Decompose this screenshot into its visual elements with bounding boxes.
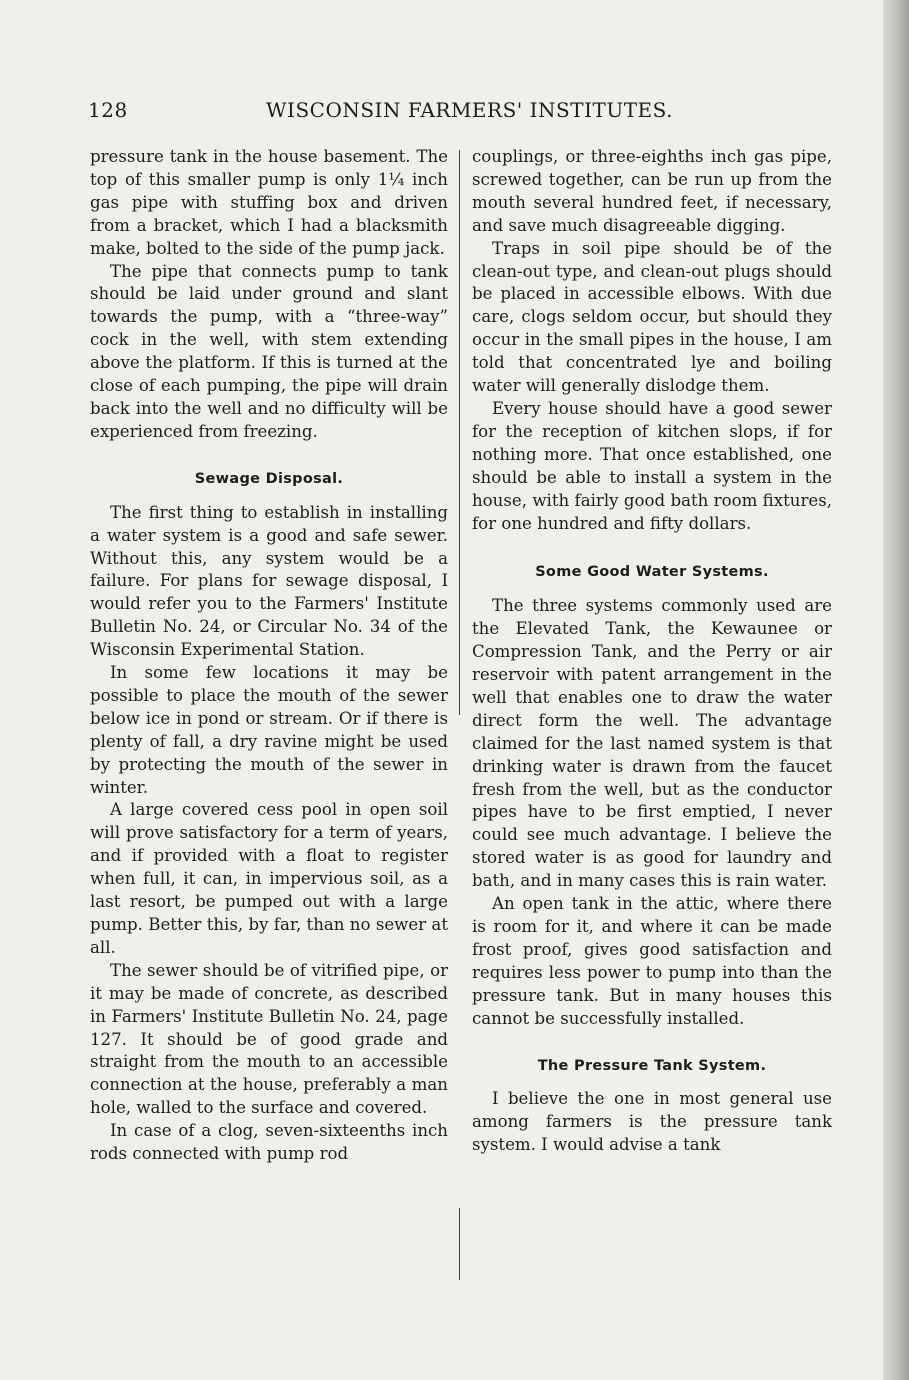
paragraph: In case of a clog, seven-sixteenths inch rods connected with pump rod xyxy=(90,1121,448,1164)
paragraph: An open tank in the attic, where there is room for it, and where it can be made frost proof, gives good satisfaction and requires less power to pump into than the pressure tank. But in many houses this cannot be successfully installed. xyxy=(472,894,832,1028)
paragraph: In some few locations it may be possible to place the mouth of the sewer below ice in pond or stream. Or if there is plenty of fall, a dry ravine might be used by protecting the mouth of the sewer in winter. xyxy=(90,663,448,797)
paragraph: I believe the one in most general use among farmers is the pressure tank system. I would advise a tank xyxy=(472,1089,832,1155)
section-heading-good-water-systems: Some Good Water Systems. xyxy=(535,564,769,581)
paragraph: Traps in soil pipe should be of the clean-out type, and clean-out plugs should be placed in accessible elbows. With due care, clogs seldom occur, but should they occur in the small pipes in the house, I am told that concentrated lye and boiling water will generally dislodge them. xyxy=(472,238,832,396)
paragraph: The three systems commonly used are the Elevated Tank, the Kewaunee or Compression Tank, and the Perry or air reservoir with patent arrangement in the well that enables one to draw the water direct form the well. The advantage claimed for the last named system is that drinking water is drawn from the faucet fresh from the well, but as the conductor pipes have to be first emptied, I never could see much advantage. I believe the stored water is as good for laundry and bath, and in many cases this is rain water. xyxy=(472,596,832,891)
page-edge-shadow xyxy=(883,0,909,1380)
paragraph: pressure tank in the house basement. The top of this smaller pump is only 1¼ inch gas pipe with stuffing box and driven from a bracket, which I had a blacksmith make, bolted to the side of the pump jack. xyxy=(90,147,448,258)
page-number: 128 xyxy=(88,98,128,122)
right-column xyxy=(472,146,832,1157)
column-rule-upper xyxy=(459,150,460,715)
left-column xyxy=(90,146,448,1166)
column-rule-lower xyxy=(459,1208,460,1280)
paragraph: The sewer should be of vitrified pipe, or it may be made of concrete, as described in Farmers' Institute Bulletin No. 24, page 127. It should be of good grade and straight from the mouth to an accessible connection at the house, preferably a man hole, walled to the surface and covered. xyxy=(90,960,448,1118)
running-title: WISCONSIN FARMERS' INSTITUTES. xyxy=(266,98,673,122)
paragraph: The pipe that connects pump to tank should be laid under ground and slant towards the pump, with a “three-way” cock in the well, with stem extending above the platform. If this is turned at the close of each pumping, the pipe will drain back into the well and no difficulty will be experienced from freezing. xyxy=(90,261,448,441)
paragraph: couplings, or three-eighths inch gas pipe, screwed together, can be run up from the mouth several hundred feet, if necessary, and save much disagreeable digging. xyxy=(472,147,832,235)
section-heading-sewage-disposal: Sewage Disposal. xyxy=(194,470,344,487)
section-heading-pressure-tank-system: The Pressure Tank System. xyxy=(537,1057,767,1074)
paragraph: A large covered cess pool in open soil will prove satisfactory for a term of years, and if provided with a float to register when full, it can, in impervious soil, as a last resort, be pumped out with a large pump. Better this, by far, than no sewer at all. xyxy=(90,800,448,957)
paragraph: The first thing to establish in installing a water system is a good and safe sewer. Without this, any system would be a failure. For plans for sewage disposal, I would refer you to the Farmers' Institute Bulletin No. 24, or Circular No. 34 of the Wisconsin Experimental Station. xyxy=(90,502,448,660)
paragraph: Every house should have a good sewer for the reception of kitchen slops, if for nothing more. That once established, one should be able to install a system in the house, with fairly good bath room fixtures, for one hundred and fifty dollars. xyxy=(472,398,832,533)
